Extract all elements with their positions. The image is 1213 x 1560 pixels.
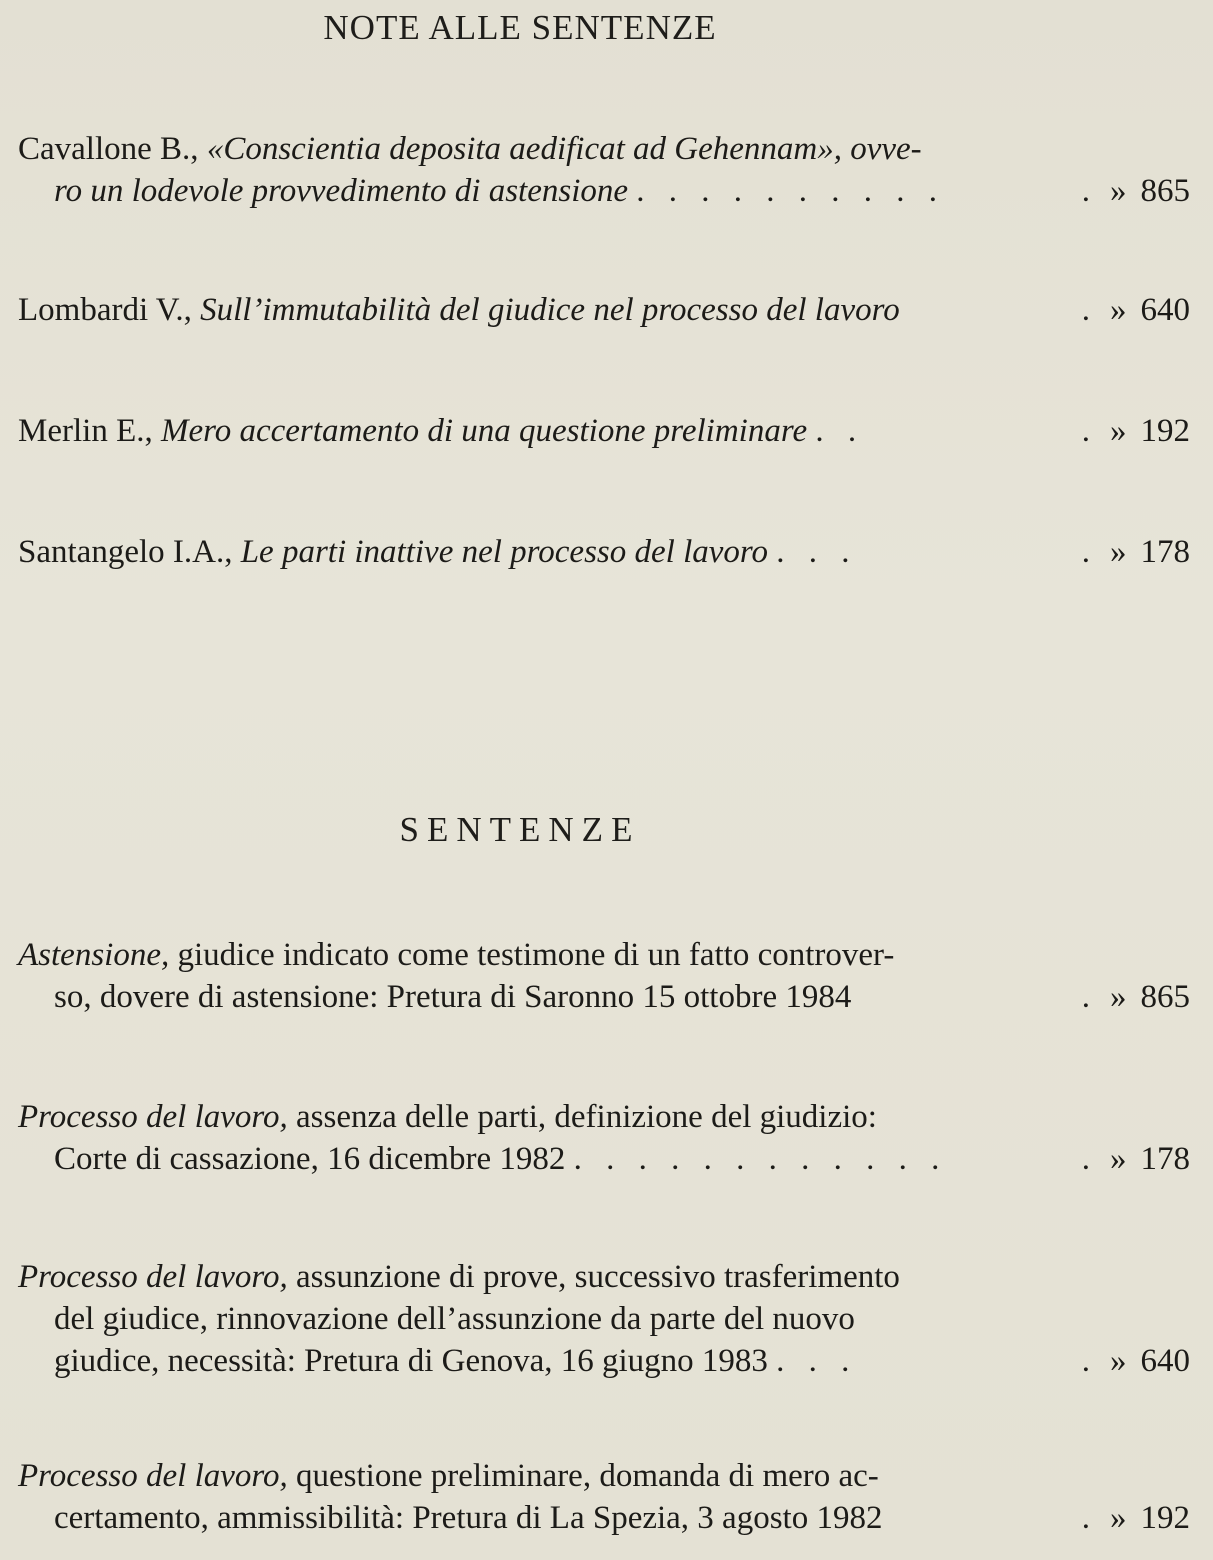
entry-text-cont: del giudice, rinnovazione dell’assunzione da parte del nuovo (54, 1301, 855, 1337)
entry-line (18, 1096, 1190, 1138)
entry-line (18, 1298, 1190, 1340)
index-entry (18, 128, 1190, 212)
leader-dot: . (1081, 1141, 1090, 1177)
entry-title: Le parti inattive nel processo del lavoro (240, 534, 769, 570)
raquo-mark: » (1110, 1500, 1127, 1536)
leader-dot: . (1081, 292, 1090, 328)
entry-title: Sull’immutabilità del giudice nel processo del lavoro (200, 292, 900, 328)
leader-dot: . (1081, 979, 1090, 1015)
entry-line (18, 1256, 1190, 1298)
leader-dots: . . . (776, 1343, 858, 1379)
leader-dot: . (1081, 534, 1090, 570)
entry-line (18, 128, 1190, 170)
page-number: 640 (1140, 292, 1190, 328)
raquo-mark: » (1110, 413, 1127, 449)
page-reference (1110, 531, 1190, 573)
leader-dots: . . (815, 413, 865, 449)
entry-line (18, 170, 1190, 212)
index-entry (18, 531, 1190, 573)
page-reference (1110, 289, 1190, 331)
index-entry (18, 1455, 1190, 1539)
entry-text-cont: certamento, ammissibilità: Pretura di La Spezia, 3 agosto 1982 (54, 1500, 883, 1536)
entry-text: assenza delle parti, definizione del giudizio: (296, 1099, 877, 1135)
entry-author: Santangelo I.A., (18, 534, 233, 570)
entry-line (18, 531, 1190, 573)
page-reference (1110, 1497, 1190, 1539)
entry-title: «Conscientia deposita aedificat ad Gehennam», ovve- (206, 131, 922, 167)
page-reference (1110, 410, 1190, 452)
page-number: 192 (1140, 1500, 1190, 1536)
page-reference (1110, 170, 1190, 212)
index-entry (18, 1096, 1190, 1180)
entry-text-cont: giudice, necessità: Pretura di Genova, 16 giugno 1983 (54, 1343, 768, 1379)
index-entry (18, 289, 1190, 331)
page-number: 192 (1140, 413, 1190, 449)
entry-text: giudice indicato come testimone di un fatto controver- (177, 937, 895, 973)
leader-dots: . . . . . . . . . . (636, 173, 946, 209)
page-number: 865 (1140, 979, 1190, 1015)
page-number: 865 (1140, 173, 1190, 209)
entry-author: Merlin E., (18, 413, 153, 449)
entry-text: assunzione di prove, successivo trasferimento (296, 1259, 900, 1295)
entry-line (18, 1497, 1190, 1539)
page-reference (1110, 1340, 1190, 1382)
entry-line (18, 1138, 1190, 1180)
entry-title: Mero accertamento di una questione preliminare (160, 413, 808, 449)
entry-text-cont: so, dovere di astensione: Pretura di Saronno 15 ottobre 1984 (54, 979, 852, 1015)
section-heading-sentenze: SENTENZE (399, 810, 641, 849)
page-reference (1110, 976, 1190, 1018)
entry-line (18, 1455, 1190, 1497)
entry-subject: Processo del lavoro, (18, 1458, 288, 1494)
raquo-mark: » (1110, 534, 1127, 570)
entry-line (18, 410, 1190, 452)
entry-subject: Processo del lavoro, (18, 1099, 288, 1135)
entry-text-cont: Corte di cassazione, 16 dicembre 1982 (54, 1141, 566, 1177)
page-number: 178 (1140, 1141, 1190, 1177)
entry-line (18, 976, 1190, 1018)
leader-dot: . (1081, 173, 1090, 209)
entry-line (18, 1340, 1190, 1382)
leader-dots: . . . . . . . . . . . . (573, 1141, 948, 1177)
entry-line (18, 289, 1190, 331)
leader-dot: . (1081, 1343, 1090, 1379)
index-entry (18, 410, 1190, 452)
page-number: 640 (1140, 1343, 1190, 1379)
entry-title-cont: ro un lodevole provvedimento di astensione (54, 173, 629, 209)
raquo-mark: » (1110, 1343, 1127, 1379)
entry-author: Lombardi V., (18, 292, 192, 328)
entry-subject: Processo del lavoro, (18, 1259, 288, 1295)
page-reference (1110, 1138, 1190, 1180)
raquo-mark: » (1110, 173, 1127, 209)
page-number: 178 (1140, 534, 1190, 570)
entry-author: Cavallone B., (18, 131, 199, 167)
raquo-mark: » (1110, 1141, 1127, 1177)
section-heading-note-alle-sentenze: NOTE ALLE SENTENZE (323, 8, 717, 47)
index-entry (18, 934, 1190, 1018)
index-entry (18, 1256, 1190, 1382)
raquo-mark: » (1110, 979, 1127, 1015)
leader-dot: . (1081, 1500, 1090, 1536)
entry-text: questione preliminare, domanda di mero ac- (296, 1458, 879, 1494)
raquo-mark: » (1110, 292, 1127, 328)
leader-dot: . (1081, 413, 1090, 449)
leader-dots: . . . (776, 534, 858, 570)
entry-line (18, 934, 1190, 976)
entry-subject: Astensione, (18, 937, 170, 973)
